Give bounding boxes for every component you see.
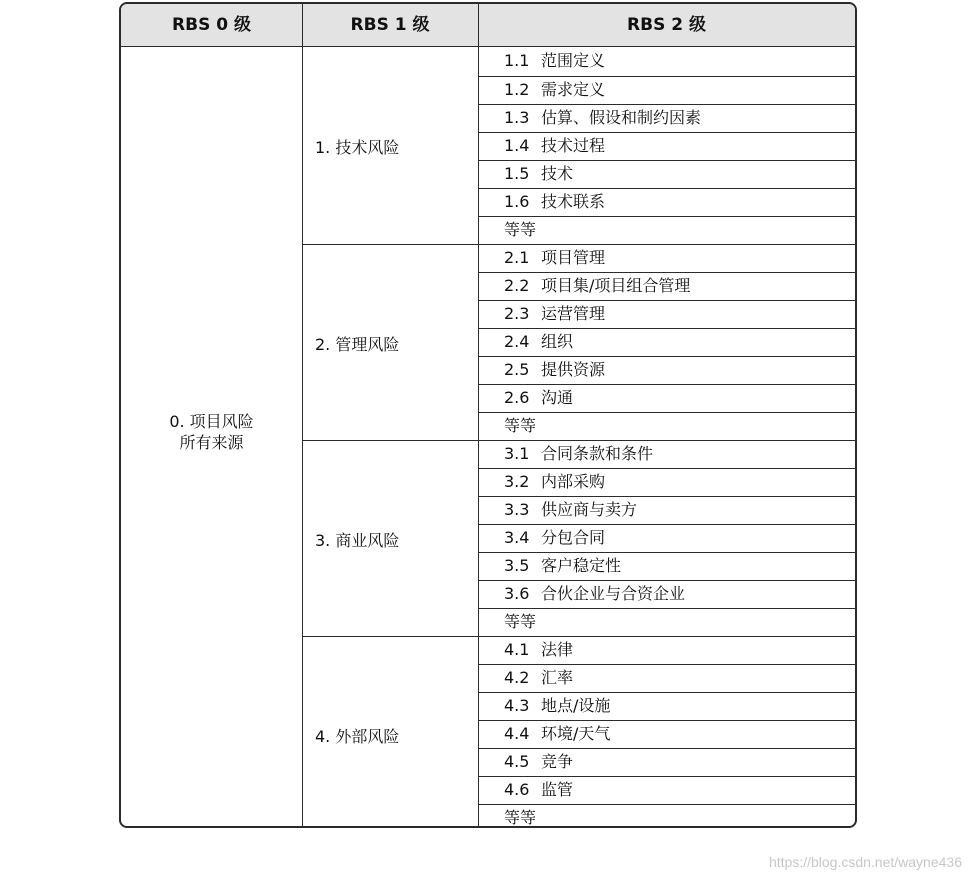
rbs-level-2-code: 3.4 <box>504 527 530 547</box>
rbs-level-2-etc-row <box>478 412 855 440</box>
header-rbs-level-1: RBS 1 级 <box>350 15 430 35</box>
rbs-level-2-code: 1.3 <box>504 107 530 127</box>
table-header-row <box>121 4 855 47</box>
rbs-level-2-code: 4.5 <box>504 751 530 771</box>
rbs-level-1-group <box>302 48 478 244</box>
rbs-level-2-etc-row <box>478 608 855 636</box>
rbs-level-2-row <box>478 328 855 356</box>
rbs-level-2-text: 需求定义 <box>541 79 606 99</box>
rbs-level-2-code: 4.4 <box>504 723 530 743</box>
rbs-level-2-code: 4.6 <box>504 779 530 799</box>
rbs-level-2-code: 3.6 <box>504 583 530 603</box>
rbs-level-2-row <box>478 132 855 160</box>
rbs-level-2-text: 竞争 <box>541 751 574 771</box>
rbs-level-2-text: 监管 <box>541 779 574 799</box>
rbs-level-2-row <box>478 272 855 300</box>
rbs-level-2-row <box>478 76 855 104</box>
header-rbs-level-0: RBS 0 级 <box>172 15 251 35</box>
rbs-level-2-code: 2.4 <box>504 331 530 351</box>
rbs-level-2-text: 合同条款和条件 <box>541 443 654 463</box>
rbs-level-2-text: 内部采购 <box>541 471 606 491</box>
rbs-level-1-label: 3. 商业风险 <box>315 530 400 550</box>
rbs-level-2-row <box>478 48 855 76</box>
rbs-level-2-text: 运营管理 <box>541 303 606 323</box>
rbs-level-2-etc: 等等 <box>504 219 537 239</box>
rbs-level-1-label: 2. 管理风险 <box>315 334 400 354</box>
rbs-level-2-code: 3.3 <box>504 499 530 519</box>
rbs-table <box>119 2 857 828</box>
rbs-level-2-row <box>478 244 855 272</box>
rbs-level-2-text: 技术联系 <box>541 191 606 211</box>
rbs-level-2-text: 沟通 <box>541 387 574 407</box>
rbs-level-1-group <box>302 636 478 829</box>
rbs-level-2-code: 1.2 <box>504 79 530 99</box>
rbs-level-2-etc-row <box>478 216 855 244</box>
rbs-level-2-code: 3.1 <box>504 443 530 463</box>
rbs-level-2-code: 2.6 <box>504 387 530 407</box>
rbs-level-0-subtitle: 所有来源 <box>179 433 244 452</box>
rbs-level-2-text: 地点/设施 <box>541 695 611 715</box>
rbs-level-1-label: 4. 外部风险 <box>315 726 400 746</box>
rbs-level-2-code: 4.1 <box>504 639 530 659</box>
rbs-level-0-cell <box>121 411 302 453</box>
rbs-level-0-title: 0. 项目风险 <box>169 412 254 431</box>
rbs-level-2-text: 客户稳定性 <box>541 555 622 575</box>
rbs-level-2-code: 3.2 <box>504 471 530 491</box>
rbs-level-2-row <box>478 664 855 692</box>
rbs-level-1-group <box>302 244 478 440</box>
rbs-level-2-row <box>478 524 855 552</box>
watermark-url: https://blog.csdn.net/wayne436 <box>768 854 962 870</box>
rbs-level-2-code: 1.6 <box>504 191 530 211</box>
rbs-level-2-code: 1.1 <box>504 50 530 70</box>
rbs-level-2-row <box>478 104 855 132</box>
rbs-level-2-row <box>478 776 855 804</box>
rbs-level-2-text: 分包合同 <box>541 527 606 547</box>
rbs-level-2-etc: 等等 <box>504 807 537 827</box>
rbs-level-2-row <box>478 692 855 720</box>
rbs-level-2-row <box>478 188 855 216</box>
rbs-level-2-text: 供应商与卖方 <box>541 499 638 519</box>
rbs-level-2-row <box>478 356 855 384</box>
rbs-level-2-text: 技术 <box>541 163 574 183</box>
rbs-level-2-code: 2.5 <box>504 359 530 379</box>
rbs-level-2-text: 组织 <box>541 331 574 351</box>
rbs-level-2-row <box>478 636 855 664</box>
rbs-level-2-row <box>478 468 855 496</box>
rbs-level-2-text: 环境/天气 <box>541 723 611 743</box>
rbs-level-1-label: 1. 技术风险 <box>315 137 400 157</box>
rbs-level-1-group <box>302 440 478 636</box>
rbs-level-2-row <box>478 384 855 412</box>
rbs-level-2-code: 3.5 <box>504 555 530 575</box>
rbs-level-2-etc-row <box>478 804 855 829</box>
rbs-level-2-row <box>478 160 855 188</box>
rbs-level-2-text: 提供资源 <box>541 359 606 379</box>
rbs-level-2-row <box>478 440 855 468</box>
rbs-level-2-code: 4.3 <box>504 695 530 715</box>
rbs-level-2-row <box>478 720 855 748</box>
rbs-level-2-text: 技术过程 <box>541 135 606 155</box>
rbs-level-2-text: 范围定义 <box>541 50 606 70</box>
rbs-level-2-code: 1.5 <box>504 163 530 183</box>
rbs-level-2-etc: 等等 <box>504 611 537 631</box>
rbs-level-2-text: 估算、假设和制约因素 <box>541 107 702 127</box>
header-rbs-level-2: RBS 2 级 <box>627 15 706 35</box>
rbs-level-2-row <box>478 748 855 776</box>
rbs-level-2-row <box>478 496 855 524</box>
rbs-level-2-row <box>478 552 855 580</box>
rbs-level-2-code: 2.3 <box>504 303 530 323</box>
rbs-level-2-text: 合伙企业与合资企业 <box>541 583 686 603</box>
rbs-level-2-code: 2.1 <box>504 247 530 267</box>
rbs-level-2-text: 汇率 <box>541 667 574 687</box>
rbs-level-2-row <box>478 580 855 608</box>
rbs-level-2-code: 4.2 <box>504 667 530 687</box>
rbs-level-2-text: 法律 <box>541 639 574 659</box>
rbs-level-2-code: 1.4 <box>504 135 530 155</box>
rbs-level-2-text: 项目管理 <box>541 247 606 267</box>
rbs-level-2-row <box>478 300 855 328</box>
rbs-level-2-code: 2.2 <box>504 275 530 295</box>
rbs-level-2-etc: 等等 <box>504 415 537 435</box>
rbs-level-2-text: 项目集/项目组合管理 <box>541 275 691 295</box>
